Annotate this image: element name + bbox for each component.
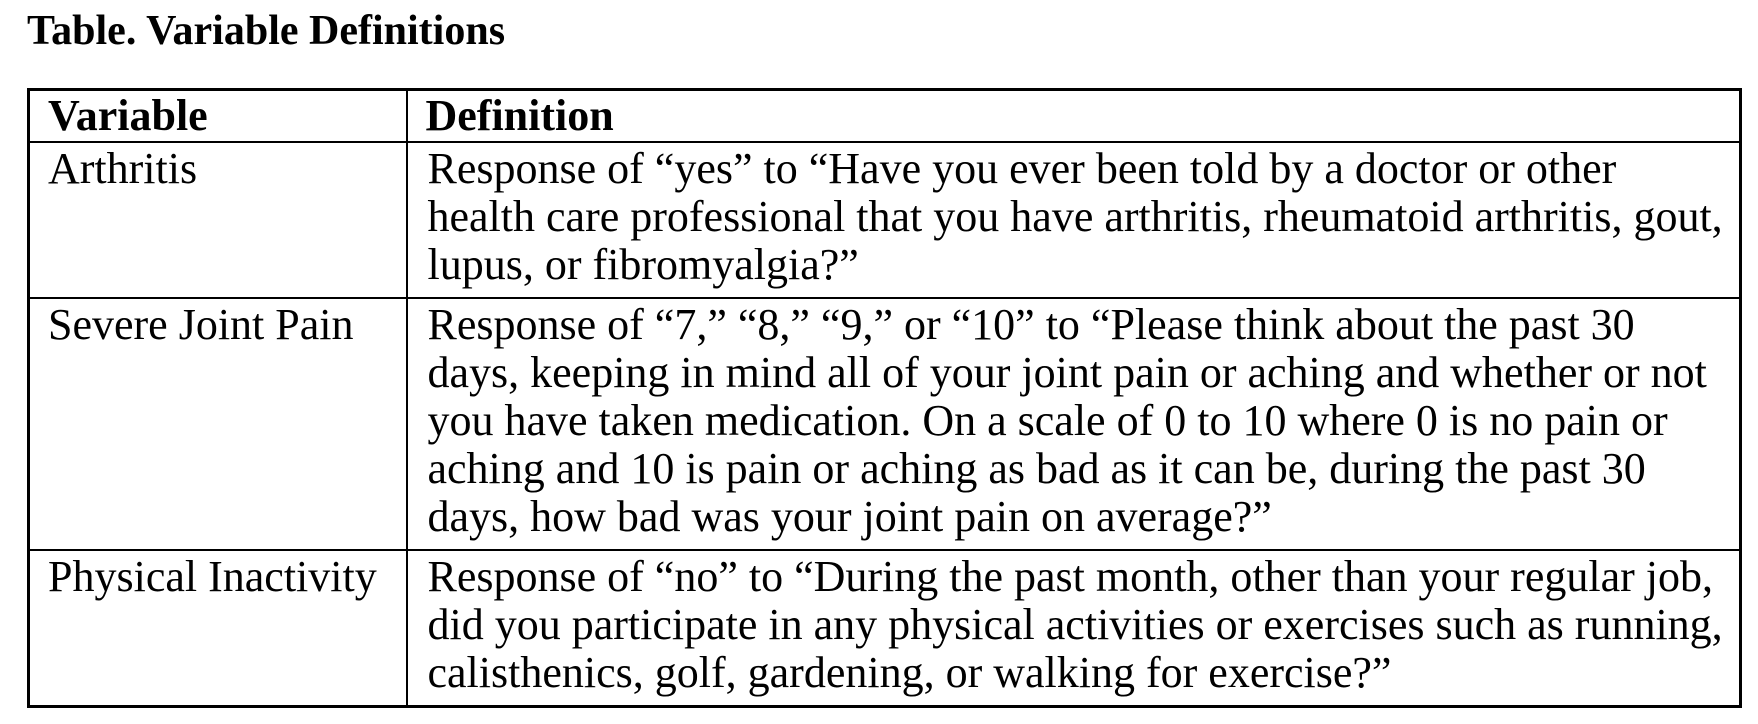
variable-definitions-table bbox=[27, 88, 1742, 708]
column-header-definition: Definition bbox=[407, 90, 1741, 143]
table-caption: Table. Variable Definitions bbox=[27, 8, 506, 54]
definition-cell: Response of “7,” “8,” “9,” or “10” to “Please think about the past 30 days, keeping in mind all of your joint pain or aching and whether or not you have taken medication. On a scale of 0 to 10 where 0 is no pain or aching and 10 is pain or aching as bad as it can be, during the past 30 days, how bad was your joint pain on average?” bbox=[407, 298, 1741, 550]
variable-cell: Severe Joint Pain bbox=[29, 298, 407, 550]
definition-cell: Response of “yes” to “Have you ever been told by a doctor or other health care professional that you have arthritis, rheumatoid arthritis, gout, lupus, or fibromyalgia?” bbox=[407, 142, 1741, 298]
table-row-arthritis bbox=[29, 142, 1741, 298]
variable-cell: Arthritis bbox=[29, 142, 407, 298]
table-row-severe-joint-pain bbox=[29, 298, 1741, 550]
header-row bbox=[29, 90, 1741, 143]
column-header-variable: Variable bbox=[29, 90, 407, 143]
definition-cell: Response of “no” to “During the past month, other than your regular job, did you participate in any physical activities or exercises such as running, calisthenics, golf, gardening, or walking for exercise?” bbox=[407, 550, 1741, 707]
table-row-physical-inactivity bbox=[29, 550, 1741, 707]
variable-cell: Physical Inactivity bbox=[29, 550, 407, 707]
